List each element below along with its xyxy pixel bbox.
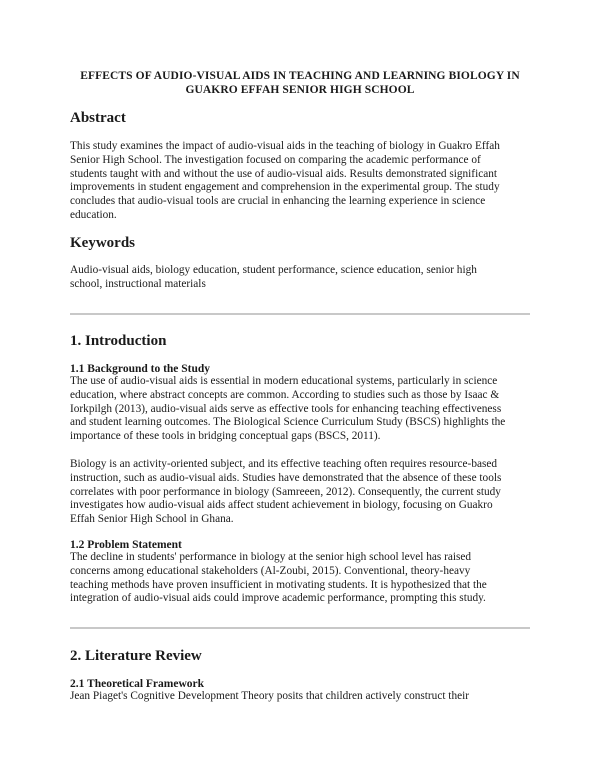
text-line: integration of audio-visual aids could improve academic performance, prompting this study. <box>70 592 486 605</box>
introduction-heading: 1. Introduction <box>70 333 167 349</box>
framework-subheading: 2.1 Theoretical Framework <box>70 678 205 690</box>
section-divider <box>70 627 530 629</box>
framework-paragraph <box>70 690 530 704</box>
problem-subheading: 1.2 Problem Statement <box>70 539 182 551</box>
text-line: school, instructional materials <box>70 277 206 290</box>
problem-paragraph <box>70 551 530 606</box>
background-paragraph-2 <box>70 458 530 527</box>
text-line: Audio-visual aids, biology education, student performance, science education, senior high <box>70 264 477 276</box>
text-line: This study examines the impact of audio-visual aids in the teaching of biology in Guakro Effah <box>70 140 500 152</box>
text-line: Effah Senior High School in Ghana. <box>70 513 234 526</box>
paper-title <box>70 69 530 97</box>
text-line: Biology is an activity-oriented subject, and its effective teaching often requires resource-based <box>70 458 498 470</box>
text-line: instruction, such as audio-visual aids. Studies have demonstrated that the absence of these tools <box>70 471 502 484</box>
title-line: GUAKRO EFFAH SENIOR HIGH SCHOOL <box>185 84 415 96</box>
text-line: investigates how audio-visual aids affect student achievement in biology, focusing on Guakro <box>70 499 493 512</box>
text-line: importance of these tools in bridging conceptual gaps (BSCS, 2011). <box>70 430 381 443</box>
text-line: The decline in students' performance in biology at the senior high school level has raised <box>70 551 472 563</box>
text-line: education, where abstract concepts are common. According to studies such as those by Isaac & <box>70 388 500 401</box>
text-line: concerns among educational stakeholders (Al-Zoubi, 2015). Conventional, theory-heavy <box>70 564 471 577</box>
text-line: improvements in student engagement and comprehension in the experimental group. The study <box>70 181 500 194</box>
text-line: concludes that audio-visual tools are crucial in enhancing the learning experience in science <box>70 195 486 208</box>
background-subheading: 1.1 Background to the Study <box>70 363 211 375</box>
text-line: The use of audio-visual aids is essential in modern educational systems, particularly in science <box>70 375 498 387</box>
text-line: correlates with poor performance in biology (Samreeen, 2012). Consequently, the current study <box>70 485 501 498</box>
literature-heading: 2. Literature Review <box>70 648 202 664</box>
text-line: education. <box>70 208 117 221</box>
text-line: teaching methods have proven insufficient in motivating students. It is hypothesized that the <box>70 578 487 591</box>
text-line: students taught with and without the use of audio-visual aids. Results demonstrated significant <box>70 167 498 180</box>
text-line: and student learning outcomes. The Biological Science Curriculum Study (BSCS) highlights the <box>70 416 506 429</box>
abstract-paragraph <box>70 140 530 223</box>
text-line: Iorkpilgh (2013), audio-visual aids serve as effective tools for enhancing teaching effectiveness <box>70 402 502 415</box>
text-line: Senior High School. The investigation focused on comparing the academic performance of <box>70 153 481 166</box>
keywords-paragraph <box>70 264 530 292</box>
title-line: EFFECTS OF AUDIO-VISUAL AIDS IN TEACHING AND LEARNING BIOLOGY IN <box>80 70 520 82</box>
abstract-heading: Abstract <box>70 110 126 126</box>
text-line: Jean Piaget's Cognitive Development Theory posits that children actively construct their <box>70 690 470 702</box>
background-paragraph-1 <box>70 375 530 444</box>
keywords-heading: Keywords <box>70 235 135 251</box>
section-divider <box>70 313 530 315</box>
